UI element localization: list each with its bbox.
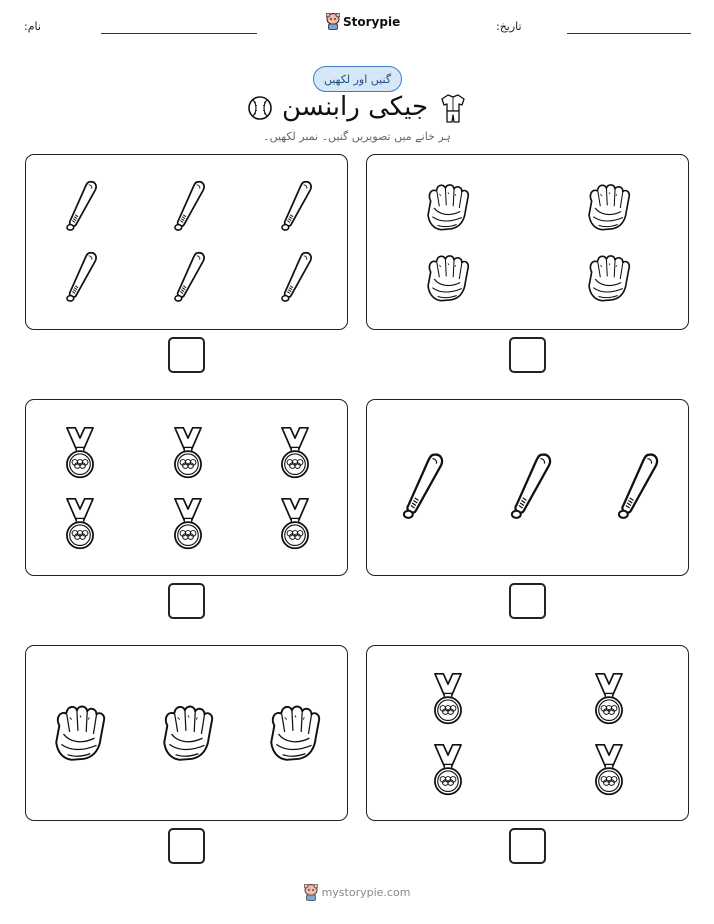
baseball-bat-icon (275, 179, 315, 237)
baseball-glove-icon (583, 251, 635, 307)
date-label: تاریخ: (496, 20, 522, 33)
count-box (366, 645, 689, 821)
answer-box[interactable] (168, 337, 205, 373)
brand-name: Storypie (343, 14, 401, 29)
baseball-uniform-icon (440, 93, 466, 125)
medal-icon (276, 496, 314, 552)
baseball-glove-icon (422, 251, 474, 307)
storypie-mascot-icon (304, 884, 318, 901)
footer (0, 884, 714, 901)
count-box (25, 645, 348, 821)
page-title: جیکی رابنسن (281, 92, 429, 122)
baseball-bat-icon (275, 250, 315, 308)
medal-icon (429, 671, 467, 727)
count-box (366, 154, 689, 330)
baseball-bat-icon (168, 179, 208, 237)
brand-logo (326, 13, 400, 30)
baseball-glove-icon (49, 701, 111, 767)
date-write-line[interactable] (567, 33, 691, 34)
answer-box[interactable] (509, 828, 546, 864)
medal-icon (169, 496, 207, 552)
baseball-bat-icon (501, 451, 557, 527)
baseball-glove-icon (264, 701, 326, 767)
baseball-glove-icon (157, 701, 219, 767)
count-box (25, 399, 348, 576)
activity-badge: گنیں اور لکھیں (313, 66, 402, 92)
medal-icon (590, 671, 628, 727)
medal-icon (169, 425, 207, 481)
name-label: نام: (24, 20, 41, 33)
medal-icon (429, 742, 467, 798)
count-box (25, 154, 348, 330)
footer-url[interactable]: mystorypie.com (321, 886, 411, 899)
answer-box[interactable] (509, 337, 546, 373)
count-box (366, 399, 689, 576)
name-write-line[interactable] (101, 33, 257, 34)
storypie-mascot-icon (326, 13, 340, 30)
answer-box[interactable] (168, 583, 205, 619)
instructions: ہر خانے میں تصویریں گنیں۔ نمبر لکھیں۔ (263, 130, 451, 143)
medal-icon (276, 425, 314, 481)
baseball-bat-icon (60, 250, 100, 308)
medal-icon (61, 496, 99, 552)
answer-box[interactable] (509, 583, 546, 619)
medal-icon (61, 425, 99, 481)
baseball-glove-icon (422, 180, 474, 236)
medal-icon (590, 742, 628, 798)
baseball-bat-icon (60, 179, 100, 237)
baseball-bat-icon (168, 250, 208, 308)
baseball-icon (247, 95, 273, 121)
baseball-glove-icon (583, 180, 635, 236)
answer-box[interactable] (168, 828, 205, 864)
baseball-bat-icon (393, 451, 449, 527)
baseball-bat-icon (608, 451, 664, 527)
